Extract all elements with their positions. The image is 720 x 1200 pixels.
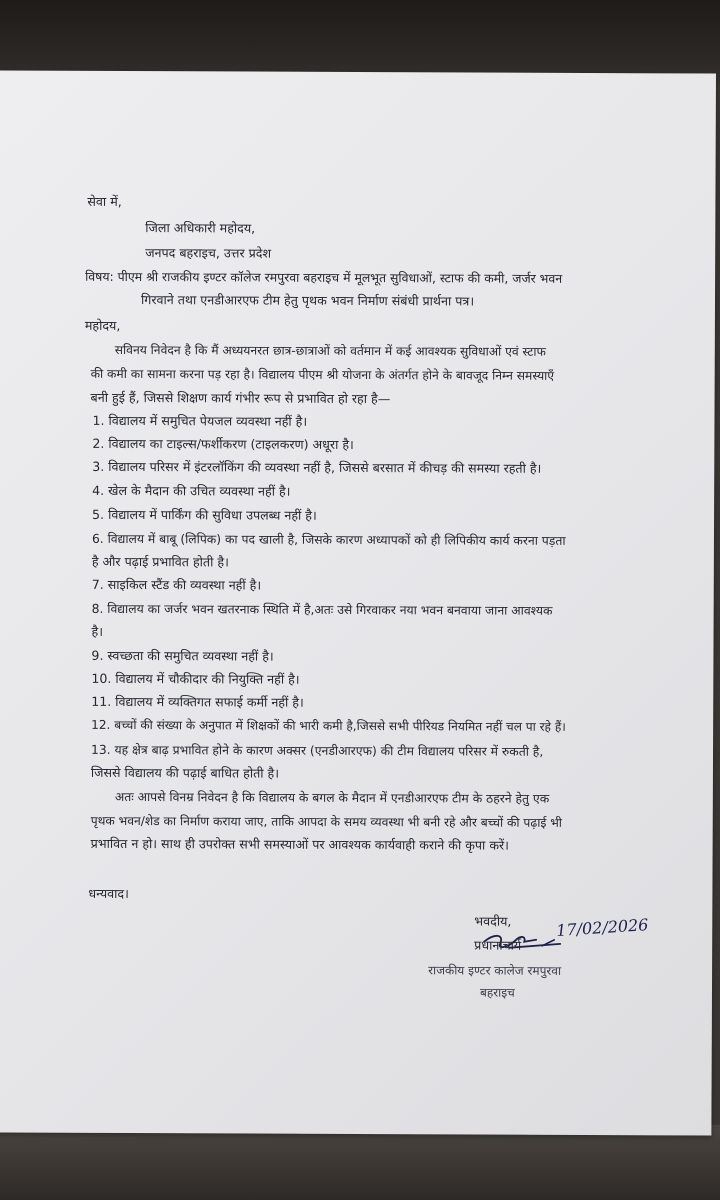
list-item: 11. विद्यालय में व्यक्तिगत सफाई कर्मी नहीं है। — [91, 693, 304, 710]
yours-faithfully: भवदीय, — [474, 913, 512, 929]
list-item: 13. यह क्षेत्र बाढ़ प्रभावित होने के कारण अक्सर (एनडीआरएफ) की टीम विद्यालय परिसर में रुकती है, — [91, 742, 544, 759]
subject-line-2: गिरवाने तथा एनडीआरएफ टीम हेतु पृथक भवन निर्माण संबंधी प्रार्थना पत्र। — [140, 292, 475, 309]
dark-background-bottom — [0, 1125, 720, 1200]
address-line: महोदय, — [84, 317, 121, 333]
city-stamp: बहराइच — [479, 985, 515, 1000]
list-item: 8. विद्यालय का जर्जर भवन खतरनाक स्थिति में है,अतः उसे गिरवाकर नया भवन बनवाया जाना आवश्यक — [91, 601, 553, 618]
salutation-to: सेवा में, — [87, 193, 122, 209]
designation: प्रधानाचार्य — [474, 937, 522, 953]
list-item: 7. साइकिल स्टैंड की व्यवस्था नहीं है। — [91, 576, 262, 593]
list-item: 6. विद्यालय में बाबू (लिपिक) का पद खाली है, जिसके कारण अध्यापकों को ही लिपिकीय कार्य करना पड़ता — [91, 531, 566, 548]
letter-content — [0, 70, 716, 1135]
closing-line-1: अतः आपसे विनम्र निवेदन है कि विद्यालय के बगल के मैदान में एनडीआरएफ टीम के ठहरने हेतु एक — [114, 789, 550, 806]
list-item-continued: है और पढ़ाई प्रभावित होती है। — [91, 553, 229, 570]
list-item: 1. विद्यालय में समुचित पेयजल व्यवस्था नहीं है। — [92, 412, 308, 429]
college-stamp: राजकीय इण्टर कालेज रमपुरवा — [428, 963, 562, 978]
recipient-line-2: जनपद बहराइच, उत्तर प्रदेश — [145, 245, 272, 261]
list-item: 12. बच्चों की संख्या के अनुपात में शिक्षकों की भारी कमी है,जिससे सभी पीरियड नियमित नहीं चल पा रहे हैं। — [91, 717, 566, 734]
list-item: 4. खेल के मैदान की उचित व्यवस्था नहीं है। — [92, 482, 291, 499]
closing-line-3: प्रभावित न हो। साथ ही उपरोक्त सभी समस्याओं पर आवश्यक कार्यवाही कराने की कृपा करें। — [90, 835, 509, 853]
intro-line-2: की कमी का सामना करना पड़ रहा है। विद्यालय पीएम श्री योजना के अंतर्गत होने के बावजूद निम्न समस्याएँ — [90, 366, 555, 383]
list-item-continued: जिससे विद्यालय की पढ़ाई बाधित होती है। — [90, 764, 280, 781]
intro-line-1: सविनय निवेदन है कि मैं अध्ययनरत छात्र-छात्राओं को वर्तमान में कई आवश्यक सुविधाओं एवं स्टाफ — [114, 342, 547, 359]
letter-paper — [0, 70, 716, 1135]
closing-line-2: पृथक भवन/शेड का निर्माण कराया जाए, ताकि आपदा के समय व्यवस्था भी बनी रहे और बच्चों की पढ़ाई भी — [90, 813, 562, 830]
intro-line-3: बनी हुई हैं, जिससे शिक्षण कार्य गंभीर रूप से प्रभावित हो रहा है— — [90, 389, 391, 407]
recipient-line-1: जिला अधिकारी महोदय, — [145, 220, 256, 236]
list-item: 10. विद्यालय में चौकीदार की नियुक्ति नहीं है। — [91, 670, 300, 687]
subject-line-1: विषय: पीएम श्री राजकीय इण्टर कॉलेज रमपुरवा बहराइच में मूलभूत सुविधाओं, स्टाफ की कमी, जर्जर भवन — [85, 268, 563, 286]
list-item: 5. विद्यालय में पार्किंग की सुविधा उपलब्ध नहीं है। — [92, 506, 317, 523]
list-item-continued: है। — [91, 623, 104, 639]
signature-date: 17/02/2026 — [555, 915, 649, 941]
thanks-text: धन्यवाद। — [88, 885, 129, 902]
list-item: 3. विद्यालय परिसर में इंटरलॉकिंग की व्यवस्था नहीं है, जिससे बरसात में कीचड़ की समस्या रहती है। — [92, 458, 542, 476]
list-item: 9. स्वच्छता की समुचित व्यवस्था नहीं है। — [91, 647, 274, 664]
list-item: 2. विद्यालय का टाइल्स/फर्शीकरण (टाइलकरण) अधूरा है। — [92, 435, 354, 452]
